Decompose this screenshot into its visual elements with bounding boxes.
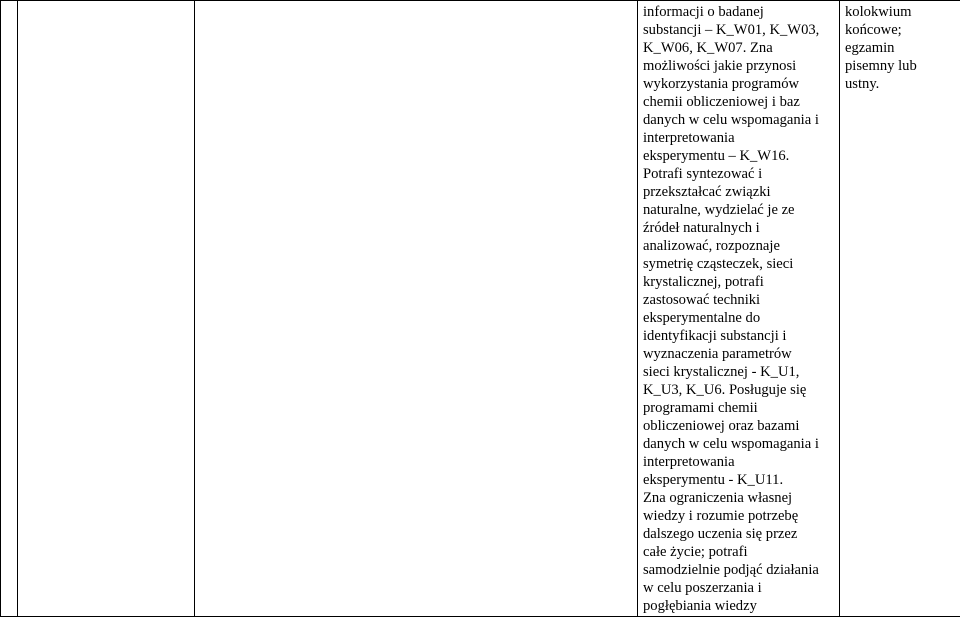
- outcome-text-line: programami chemii: [643, 400, 758, 416]
- outcome-text-line: substancji – K_W01, K_W03,: [643, 22, 820, 38]
- outcome-text-line: danych w celu wspomagania i: [643, 112, 819, 128]
- outcome-text-line: informacji o badanej: [643, 4, 764, 20]
- outcome-text-line: K_W06, K_W07. Zna: [643, 40, 773, 56]
- outcome-text-line: naturalne, wydzielać je ze: [643, 202, 795, 218]
- assessment-text-line: końcowe;: [845, 22, 902, 38]
- assessment-method-cell: [840, 1, 960, 617]
- outcome-text-line: możliwości jakie przynosi: [643, 58, 797, 74]
- assessment-text-line: kolokwium: [845, 4, 912, 20]
- outcome-text-line: danych w celu wspomagania i: [643, 436, 819, 452]
- assessment-text-line: ustny.: [845, 76, 880, 92]
- outcome-text-line: interpretowania: [643, 130, 735, 146]
- outcome-text-line: identyfikacji substancji i: [643, 328, 787, 344]
- outcome-text-line: w celu poszerzania i: [643, 580, 762, 596]
- outcome-text-line: pogłębiania wiedzy: [643, 598, 757, 614]
- learning-outcomes-cell: [638, 1, 840, 617]
- outcome-text-line: sieci krystalicznej - K_U1,: [643, 364, 800, 380]
- outcome-text-line: wykorzystania programów: [643, 76, 800, 92]
- outcome-text-line: eksperymentu – K_W16.: [643, 148, 790, 164]
- learning-outcomes-text: [638, 1, 839, 615]
- outcome-text-line: dalszego uczenia się przez: [643, 526, 798, 542]
- outcome-text-line: krystalicznej, potrafi: [643, 274, 764, 290]
- assessment-method-text: [840, 1, 960, 93]
- outcome-text-line: przekształcać związki: [643, 184, 771, 200]
- outcome-text-line: interpretowania: [643, 454, 735, 470]
- outcome-text-line: wyznaczenia parametrów: [643, 346, 792, 362]
- outcome-text-line: samodzielnie podjąć działania: [643, 562, 819, 578]
- outcome-text-line: całe życie; potrafi: [643, 544, 748, 560]
- outcome-text-line: symetrię cząsteczek, sieci: [643, 256, 794, 272]
- outcome-text-line: Zna ograniczenia własnej: [643, 490, 793, 506]
- outcome-text-line: chemii obliczeniowej i baz: [643, 94, 800, 110]
- outcome-text-line: zastosować techniki: [643, 292, 761, 308]
- assessment-text-line: pisemny lub: [845, 58, 917, 74]
- outcome-text-line: eksperymentu - K_U11.: [643, 472, 784, 488]
- outcome-text-line: K_U3, K_U6. Posługuje się: [643, 382, 807, 398]
- outcome-text-line: eksperymentalne do: [643, 310, 761, 326]
- outcome-text-line: źródeł naturalnych i: [643, 220, 760, 236]
- assessment-text-line: egzamin: [845, 40, 895, 56]
- empty-cell-2: [18, 1, 195, 617]
- table-row: [1, 1, 960, 617]
- outcome-text-line: obliczeniowej oraz bazami: [643, 418, 800, 434]
- outcome-text-line: wiedzy i rozumie potrzebę: [643, 508, 799, 524]
- outcome-text-line: analizować, rozpoznaje: [643, 238, 780, 254]
- empty-cell-1: [1, 1, 18, 617]
- empty-cell-3: [195, 1, 638, 617]
- outcome-text-line: Potrafi syntezować i: [643, 166, 763, 182]
